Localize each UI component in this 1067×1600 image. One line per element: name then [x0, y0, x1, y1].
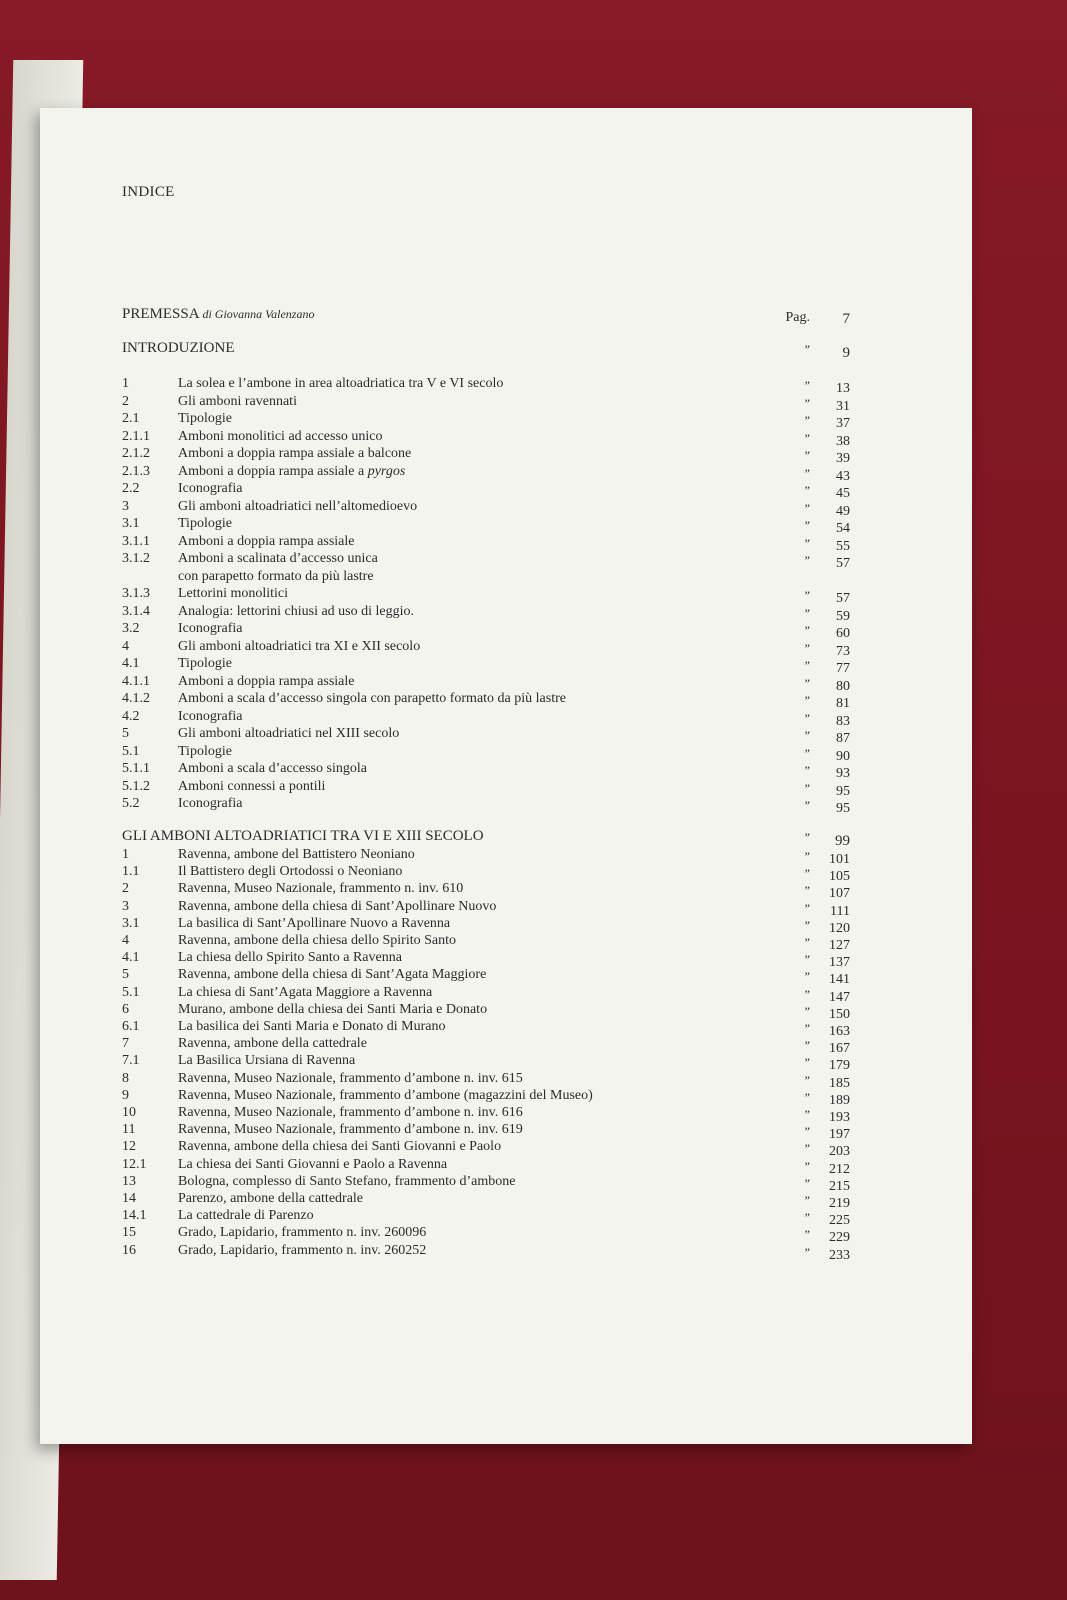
- toc-entry-page: 54: [836, 521, 850, 536]
- toc-entry-title: La chiesa dei Santi Giovanni e Paolo a Ravenna: [178, 1156, 448, 1172]
- page-heading: INDICE: [122, 184, 175, 200]
- toc-entry-page: 215: [829, 1178, 850, 1194]
- toc-entry: [122, 464, 850, 482]
- toc-entry-number: 1: [122, 376, 129, 391]
- toc-entry: [122, 1174, 850, 1192]
- toc-entry-title: La chiesa di Sant’Agata Maggiore a Ravenna: [178, 984, 433, 1000]
- toc-entry: [122, 1208, 850, 1229]
- toc-entry: [122, 586, 850, 604]
- toc-entry: [122, 985, 850, 1003]
- toc-entry: [122, 726, 850, 744]
- toc-entry-title: Ravenna, ambone della chiesa di Sant’Agata Maggiore: [178, 967, 487, 983]
- toc-entry-number: 3: [122, 498, 129, 514]
- toc-entry-number: 16: [122, 1242, 136, 1258]
- toc-entry: [122, 516, 850, 534]
- premessa-title: PREMESSA: [122, 306, 199, 322]
- toc-entry-title: Amboni connessi a pontili: [178, 778, 326, 794]
- toc-entry-page: 13: [836, 381, 850, 396]
- toc-entry-number: 5.1: [122, 743, 140, 759]
- toc-entry: [122, 639, 850, 657]
- toc-entry-title: Amboni a scala d’accesso singola con parapetto formato da più lastre: [178, 691, 566, 706]
- ditto-mark: ”: [804, 780, 810, 795]
- toc-entry-page: 93: [836, 766, 850, 781]
- toc-entry-title: Gli amboni altoadriatici nell’altomedioevo: [178, 498, 418, 514]
- toc-entry-page: 49: [836, 503, 850, 519]
- ditto-mark: ”: [804, 693, 810, 707]
- toc-entry-number: 4: [122, 933, 129, 948]
- toc-entry-title: Murano, ambone della chiesa dei Santi Maria e Donato: [178, 1001, 488, 1017]
- ditto-mark: ”: [804, 430, 810, 445]
- ditto-mark: ”: [804, 658, 810, 672]
- toc-entry-number: 2.1: [122, 411, 140, 426]
- toc-entry-number: 7: [122, 1036, 129, 1052]
- ditto-mark: ”: [804, 605, 810, 620]
- toc-entry: [122, 796, 850, 814]
- toc-entry-title: Parenzo, ambone della cattedrale: [178, 1191, 364, 1206]
- toc-entry-title: Bologna, complesso di Santo Stefano, frammento d’ambone: [178, 1173, 516, 1189]
- toc-entry-number: 5: [122, 967, 129, 983]
- ditto-mark: ”: [804, 952, 810, 967]
- toc-entry: [122, 691, 850, 709]
- toc-entry: [122, 376, 850, 394]
- toc-entry-page: 193: [829, 1110, 850, 1125]
- toc-entry-title: Ravenna, ambone della chiesa di Sant’Apollinare Nuovo: [178, 898, 497, 914]
- ditto-mark: ”: [804, 342, 810, 356]
- ditto-mark: ”: [804, 640, 810, 655]
- toc-entry-number: 4.2: [122, 708, 140, 724]
- toc-entry-number: 5.2: [122, 796, 140, 811]
- introduzione-title: INTRODUZIONE: [122, 340, 235, 356]
- ditto-mark: ”: [804, 1107, 810, 1121]
- toc-entry-page: 127: [829, 938, 850, 953]
- ditto-mark: ”: [804, 830, 810, 844]
- ditto-mark: ”: [804, 1021, 810, 1035]
- toc-entry-number: 5: [122, 726, 129, 741]
- ditto-mark: ”: [804, 1072, 810, 1087]
- toc-entry: [122, 1225, 850, 1246]
- introduzione-page: 9: [842, 345, 850, 361]
- toc-entry-page: 39: [836, 451, 850, 466]
- toc-entry: [122, 864, 850, 885]
- toc-entry: [122, 1002, 850, 1020]
- ditto-mark: ”: [804, 1141, 810, 1156]
- toc-entry: [122, 499, 850, 517]
- ditto-mark: ”: [804, 1089, 810, 1104]
- toc-entry-page: 189: [829, 1092, 850, 1108]
- toc-entry: [122, 1019, 850, 1037]
- toc-entry-page: 83: [836, 713, 850, 729]
- toc-entry-number: 2.1.1: [122, 428, 150, 444]
- toc-entry-number: 12: [122, 1139, 136, 1155]
- toc-entry-number: 15: [122, 1225, 136, 1241]
- toc-entry-title: Ravenna, ambone della cattedrale: [178, 1036, 367, 1052]
- toc-entry: [122, 761, 850, 779]
- toc-entry: [122, 1105, 850, 1123]
- toc-entry: [122, 446, 850, 464]
- toc-entry-title: La basilica dei Santi Maria e Donato di Murano: [178, 1019, 446, 1034]
- ditto-mark: ”: [804, 745, 810, 760]
- toc-entry-page: 203: [829, 1144, 850, 1160]
- toc-entry: [122, 674, 850, 692]
- toc-entry-number: 4: [122, 638, 129, 654]
- toc-entry-page: 43: [836, 468, 850, 484]
- ditto-mark: ”: [804, 849, 810, 863]
- toc-entry-number: 7.1: [122, 1053, 140, 1069]
- ditto-mark: ”: [804, 986, 810, 1001]
- toc-entry-number: 13: [122, 1173, 136, 1189]
- toc-entry: [122, 847, 850, 865]
- toc-entry-page: 111: [830, 903, 850, 919]
- ditto-mark: ”: [804, 378, 810, 392]
- toc-entry-title: Amboni a scalinata d’accesso unica: [178, 551, 378, 566]
- ditto-mark: ”: [804, 1003, 810, 1018]
- toc-entry-page: 185: [829, 1075, 850, 1091]
- toc-entry: [122, 1036, 850, 1057]
- toc-entry: [122, 429, 850, 447]
- catalogue-page: 99: [835, 833, 850, 849]
- ditto-mark: ”: [804, 518, 810, 532]
- toc-entry-number: 3.1: [122, 915, 140, 931]
- toc-entry-page: 31: [836, 398, 850, 414]
- toc-entry-title: Gli amboni altoadriatici tra XI e XII secolo: [178, 638, 421, 654]
- ditto-mark: ”: [804, 1055, 810, 1070]
- toc-entry-number: 2.2: [122, 481, 140, 496]
- toc-entry-number: 6: [122, 1001, 129, 1017]
- ditto-mark: ”: [804, 1175, 810, 1190]
- toc-entry: [122, 656, 850, 674]
- ditto-mark: ”: [804, 675, 810, 690]
- toc-entry-title: La basilica di Sant’Apollinare Nuovo a Ravenna: [178, 915, 451, 931]
- ditto-mark: ”: [804, 553, 810, 567]
- toc-entry-page: 212: [829, 1161, 850, 1177]
- toc-entry-title: Ravenna, Museo Nazionale, frammento d’ambone n. inv. 616: [178, 1105, 523, 1120]
- toc-entry: [122, 744, 850, 762]
- toc-entry: [122, 1088, 850, 1106]
- ditto-mark: ”: [804, 900, 810, 915]
- toc-entry: [122, 899, 850, 917]
- ditto-mark: ”: [804, 935, 810, 949]
- toc-entry-page: 90: [836, 748, 850, 764]
- toc-entry-page: 57: [836, 556, 850, 571]
- ditto-mark: ”: [804, 448, 810, 462]
- toc-entry-number: 3.1.3: [122, 586, 150, 601]
- toc-entry-premessa: [122, 306, 850, 327]
- toc-entry-title: Ravenna, Museo Nazionale, frammento d’ambone n. inv. 619: [178, 1122, 523, 1138]
- toc-entry-page: 107: [829, 886, 850, 902]
- toc-entry-title: Iconografia: [178, 621, 243, 636]
- toc-entry-title: Tipologie: [178, 656, 232, 671]
- toc-entry-title: Amboni a doppia rampa assiale a balcone: [178, 446, 412, 461]
- toc-entry-page: 120: [829, 920, 850, 936]
- toc-entry-page: 59: [836, 608, 850, 624]
- premessa-author: di Giovanna Valenzano: [202, 307, 315, 321]
- toc-entry-number: 5.1.1: [122, 761, 150, 776]
- toc-entry-page: 38: [836, 433, 850, 449]
- toc-entry-title: Ravenna, ambone del Battistero Neoniano: [178, 847, 415, 862]
- toc-entry-page: 147: [829, 989, 850, 1005]
- toc-entry-page: 37: [836, 416, 850, 431]
- toc-entry-number: 3.2: [122, 621, 140, 636]
- ditto-mark: ”: [804, 1244, 810, 1259]
- toc-entry-page: 95: [836, 801, 850, 816]
- ditto-mark: ”: [804, 1193, 810, 1207]
- ditto-mark: ”: [804, 465, 810, 480]
- toc-entry: [122, 916, 850, 934]
- toc-entry: [122, 1243, 850, 1261]
- toc-entry-number: 2: [122, 881, 129, 897]
- toc-entry-page: 105: [829, 869, 850, 885]
- toc-entry: [122, 1191, 850, 1209]
- toc-entry-title: Amboni a scala d’accesso singola: [178, 761, 367, 776]
- toc-entry-page: 77: [836, 661, 850, 676]
- toc-entry: [122, 1071, 850, 1089]
- ditto-mark: ”: [804, 395, 810, 410]
- toc-entry-title: Ravenna, Museo Nazionale, frammento d’ambone (magazzini del Museo): [178, 1087, 593, 1103]
- toc-entry-number: 5.1: [122, 984, 140, 1000]
- toc-entry-number: 5.1.2: [122, 778, 150, 794]
- ditto-mark: ”: [804, 969, 810, 984]
- toc-entry-title: Grado, Lapidario, frammento n. inv. 260252: [178, 1242, 427, 1258]
- toc-entry: [122, 621, 850, 639]
- toc-entry-page: 87: [836, 731, 850, 746]
- toc-entry-title: Il Battistero degli Ortodossi o Neoniano: [178, 864, 403, 880]
- toc-entry-title: Iconografia: [178, 481, 243, 496]
- toc-entry-title: Iconografia: [178, 796, 243, 811]
- toc-entry: [122, 604, 850, 622]
- toc-entry-page: 80: [836, 678, 850, 694]
- ditto-mark: ”: [804, 623, 810, 637]
- toc-entry-title: Tipologie: [178, 411, 232, 426]
- toc-entry-title: Ravenna, ambone della chiesa dello Spirito Santo: [178, 933, 456, 948]
- toc-entry-page: 55: [836, 538, 850, 554]
- toc-entry-title: Ravenna, Museo Nazionale, frammento d’ambone n. inv. 615: [178, 1070, 523, 1086]
- ditto-mark: ”: [804, 1038, 810, 1053]
- toc-entry: [122, 551, 850, 569]
- toc-entry-page: 60: [836, 626, 850, 641]
- toc-entry-page: 229: [829, 1230, 850, 1246]
- ditto-mark: ”: [804, 535, 810, 550]
- toc-entry: [122, 534, 850, 552]
- toc-entry-page: 233: [829, 1247, 850, 1263]
- toc-entry: [122, 933, 850, 951]
- toc-entry-page: 101: [829, 852, 850, 867]
- toc-entry-title: Ravenna, Museo Nazionale, frammento n. inv. 610: [178, 881, 464, 897]
- toc-entry-number: 9: [122, 1087, 129, 1103]
- toc-entry-title: Amboni monolitici ad accesso unico: [178, 428, 383, 444]
- toc-entry-number: 8: [122, 1070, 129, 1086]
- toc-entry-title-italic: pyrgos: [367, 463, 406, 479]
- toc-entry-page: 73: [836, 643, 850, 659]
- toc-entry-title: Ravenna, ambone della chiesa dei Santi Giovanni e Paolo: [178, 1139, 502, 1155]
- toc-entry: [122, 709, 850, 727]
- toc-entry-number: 10: [122, 1105, 136, 1120]
- toc-entry-introduzione: [122, 340, 850, 361]
- toc-entry-catalogue: [122, 828, 850, 849]
- toc-entry-number: 4.1.1: [122, 673, 150, 689]
- toc-entry-page: 163: [829, 1024, 850, 1039]
- toc-entry-page: 45: [836, 486, 850, 501]
- toc-entry-page: 150: [829, 1006, 850, 1022]
- toc-entry-number: 3.1: [122, 516, 140, 531]
- toc-entry-title: con parapetto formato da più lastre: [178, 568, 374, 584]
- toc-entry-number: 1.1: [122, 864, 140, 880]
- toc-entry-page: 179: [829, 1058, 850, 1074]
- toc-entry: [122, 1157, 850, 1175]
- ditto-mark: ”: [804, 500, 810, 515]
- toc-entry-number: 3.1.1: [122, 533, 150, 549]
- toc-entry-number: 14: [122, 1191, 136, 1206]
- toc-entry-title: Amboni a doppia rampa assiale: [178, 673, 355, 689]
- toc-entry-page: 167: [829, 1041, 850, 1057]
- toc-entry-page: 81: [836, 696, 850, 711]
- toc-entry-page: 141: [829, 972, 850, 988]
- toc-entry: [122, 481, 850, 499]
- ditto-mark: ”: [804, 917, 810, 932]
- toc-entry: [122, 1053, 850, 1074]
- ditto-mark: ”: [804, 710, 810, 725]
- toc-entry: [122, 569, 850, 587]
- toc-entry-title: Amboni a doppia rampa assiale: [178, 533, 355, 549]
- toc-entry: [122, 881, 850, 902]
- toc-entry-title: La cattedrale di Parenzo: [178, 1208, 314, 1224]
- toc-entry: [122, 967, 850, 988]
- ditto-mark: ”: [804, 763, 810, 777]
- toc-entry-title: Tipologie: [178, 516, 232, 531]
- ditto-mark: ”: [804, 866, 810, 881]
- ditto-mark: ”: [804, 1227, 810, 1242]
- toc-entry-page: 95: [836, 783, 850, 799]
- toc-entry-number: 14.1: [122, 1208, 147, 1224]
- toc-entry-page: 197: [829, 1127, 850, 1143]
- toc-entry-number: 2.1.3: [122, 463, 150, 479]
- toc-entry-title: Amboni a doppia rampa assiale a: [178, 463, 368, 479]
- catalogue-title: GLI AMBONI ALTOADRIATICI TRA VI E XIII SECOLO: [122, 828, 484, 844]
- toc-entry-title: Iconografia: [178, 708, 243, 724]
- ditto-mark: ”: [804, 798, 810, 812]
- toc-entry: [122, 1139, 850, 1160]
- toc-entry-number: 3: [122, 898, 129, 914]
- toc-entry-title: La chiesa dello Spirito Santo a Ravenna: [178, 950, 402, 966]
- toc-entry-title: Grado, Lapidario, frammento n. inv. 260096: [178, 1225, 427, 1241]
- ditto-mark: ”: [804, 1210, 810, 1225]
- toc-entry-number: 6.1: [122, 1019, 140, 1034]
- toc-entry-page: 219: [829, 1196, 850, 1211]
- toc-entry-number: 3.1.4: [122, 603, 150, 619]
- toc-entry-page: 137: [829, 955, 850, 971]
- toc-entry-title: Gli amboni altoadriatici nel XIII secolo: [178, 726, 400, 741]
- toc-entry-number: 2.1.2: [122, 446, 150, 461]
- document-page: [40, 108, 972, 1444]
- toc-entry-page: 225: [829, 1213, 850, 1229]
- toc-entry-number: 11: [122, 1122, 136, 1138]
- toc-entry-number: 3.1.2: [122, 551, 150, 566]
- toc-entry-title: La solea e l’ambone in area altoadriatica tra V e VI secolo: [178, 376, 504, 391]
- toc-entry-title: La Basilica Ursiana di Ravenna: [178, 1053, 356, 1069]
- ditto-mark: ”: [804, 1158, 810, 1173]
- toc-entry: [122, 411, 850, 429]
- ditto-mark: ”: [804, 588, 810, 602]
- ditto-mark: ”: [804, 483, 810, 497]
- ditto-mark: ”: [804, 1124, 810, 1139]
- toc-entry-number: 4.1.2: [122, 691, 150, 706]
- toc-entry: [122, 950, 850, 971]
- toc-entry-number: 12.1: [122, 1156, 147, 1172]
- toc-entry: [122, 1122, 850, 1143]
- toc-entry-title: Lettorini monolitici: [178, 586, 289, 601]
- ditto-mark: ”: [804, 413, 810, 427]
- toc-entry-number: 4.1: [122, 656, 140, 671]
- toc-entry-number: 1: [122, 847, 129, 862]
- premessa-page: 7: [842, 311, 850, 327]
- toc-entry-title: Analogia: lettorini chiusi ad uso di leggio.: [178, 603, 415, 619]
- toc-entry-page: 57: [836, 591, 850, 606]
- ditto-mark: ”: [804, 728, 810, 742]
- toc-entry-title: Gli amboni ravennati: [178, 393, 297, 409]
- toc-entry: [122, 779, 850, 797]
- ditto-mark: ”: [804, 883, 810, 898]
- toc-entry-title: Tipologie: [178, 743, 232, 759]
- toc-entry: [122, 394, 850, 412]
- toc-entry-number: 4.1: [122, 950, 140, 966]
- toc-entry-number: 2: [122, 393, 129, 409]
- pag-label: Pag.: [785, 310, 810, 325]
